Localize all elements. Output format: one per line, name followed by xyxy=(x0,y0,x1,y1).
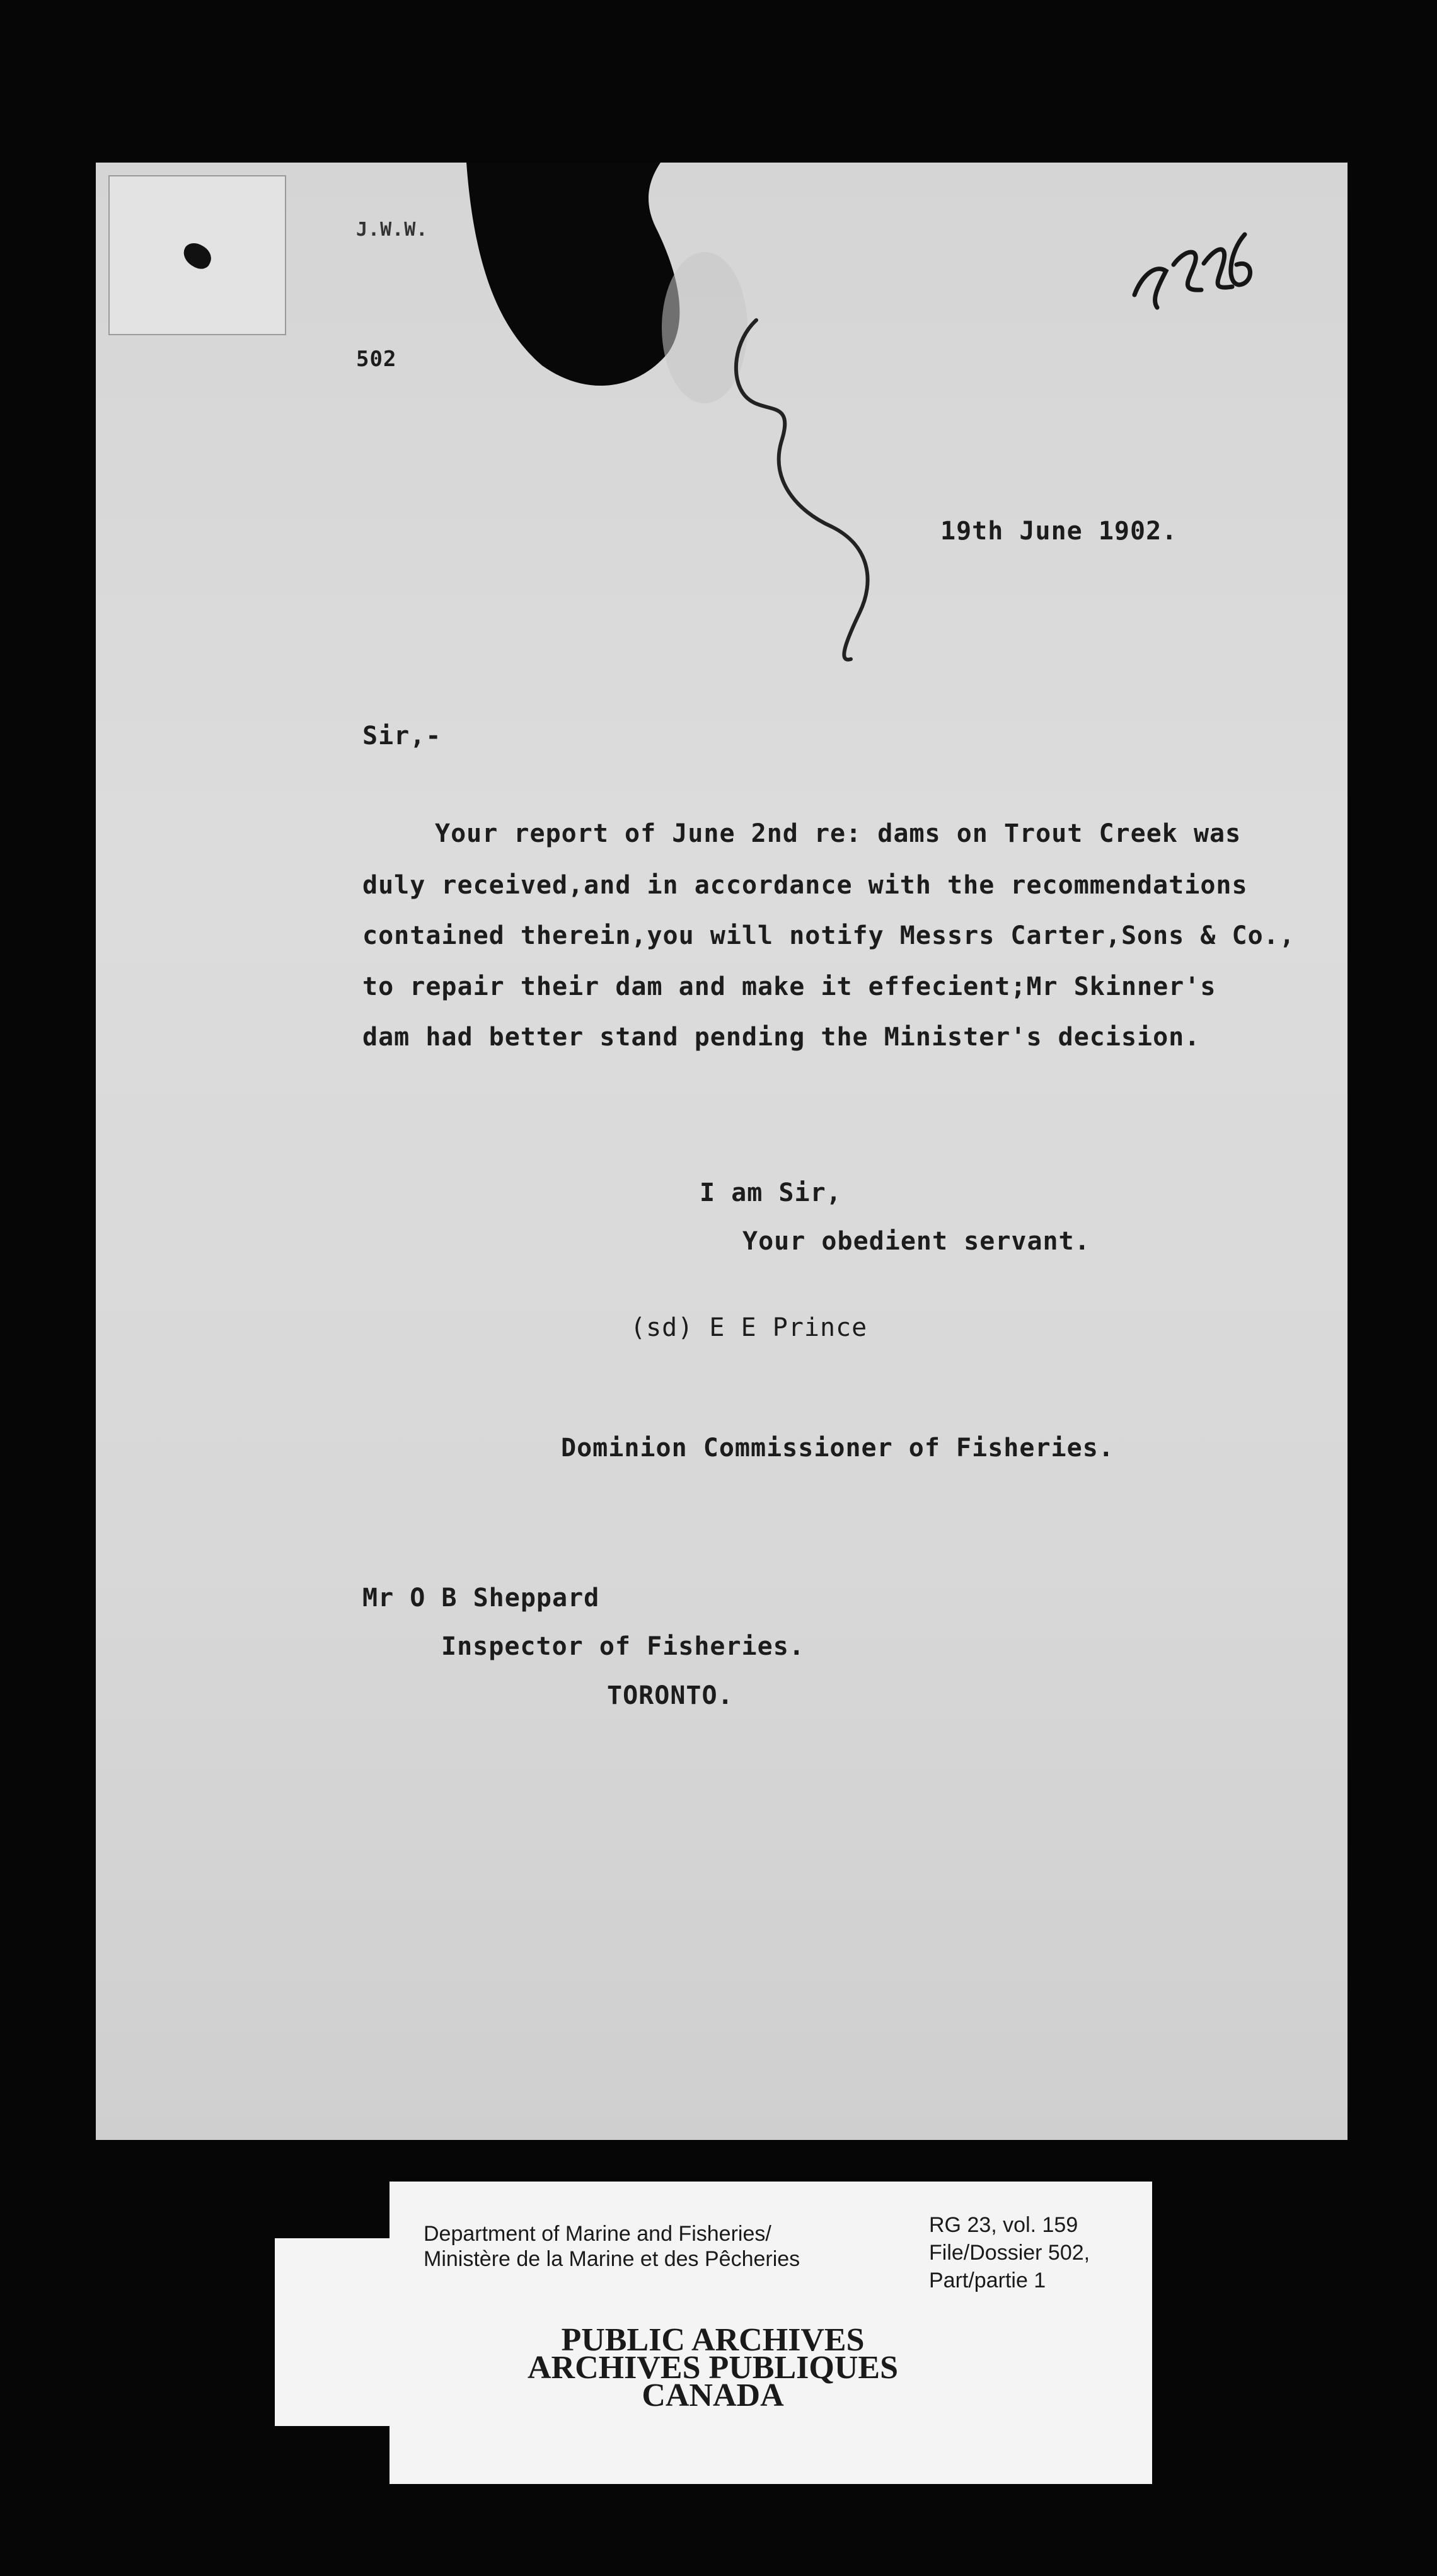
reference-file: File/Dossier 502, xyxy=(929,2241,1090,2265)
closing-line: Your obedient servant. xyxy=(742,1227,1090,1256)
body-line: contained therein,you will notify Messrs Carter,Sons & Co., xyxy=(362,921,1295,950)
letter-date: 19th June 1902. xyxy=(940,517,1178,546)
signature-line: (sd) E E Prince xyxy=(630,1313,868,1342)
catalog-label xyxy=(390,2182,1152,2316)
reference-part: Part/partie 1 xyxy=(929,2268,1046,2292)
addressee-city: TORONTO. xyxy=(607,1681,734,1710)
archives-line-fr: ARCHIVES PUBLIQUES xyxy=(527,2350,899,2386)
addressee-name: Mr O B Sheppard xyxy=(362,1584,600,1613)
addressee-title: Inspector of Fisheries. xyxy=(441,1632,805,1661)
torn-corner xyxy=(466,163,679,386)
archives-line-en: PUBLIC ARCHIVES xyxy=(561,2322,865,2358)
smudge xyxy=(662,252,747,403)
body-line: Your report of June 2nd re: dams on Trout Creek was xyxy=(435,819,1242,848)
reference-record-group: RG 23, vol. 159 xyxy=(929,2213,1078,2237)
salutation: Sir,- xyxy=(362,722,442,750)
typist-initials: J.W.W. xyxy=(356,219,429,241)
file-number: 502 xyxy=(356,347,397,372)
scribble-mark xyxy=(736,320,868,660)
handwritten-number-mark xyxy=(1134,234,1250,308)
body-line: to repair their dam and make it effecient;Mr Skinner's xyxy=(362,972,1216,1001)
department-fr: Ministère de la Marine et des Pêcheries xyxy=(424,2247,800,2271)
body-line: dam had better stand pending the Minister's decision. xyxy=(362,1023,1201,1052)
body-line: duly received,and in accordance with the recommendations xyxy=(362,871,1248,900)
department-en: Department of Marine and Fisheries/ xyxy=(424,2222,771,2246)
closing-line: I am Sir, xyxy=(700,1178,842,1207)
signatory-title: Dominion Commissioner of Fisheries. xyxy=(561,1434,1114,1463)
archives-line-country: CANADA xyxy=(642,2378,784,2413)
